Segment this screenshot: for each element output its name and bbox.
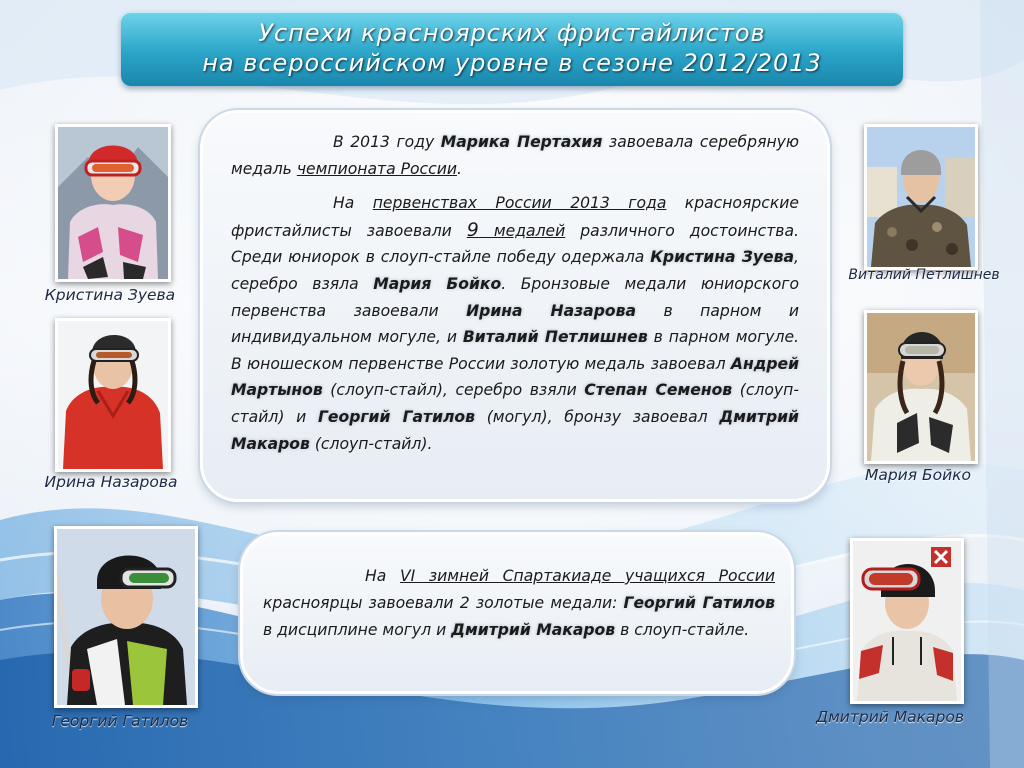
spartakiad-text-body bbox=[263, 563, 775, 644]
text-run: На bbox=[333, 194, 373, 213]
text-run: (слоуп-стайл), серебро взяли bbox=[322, 381, 585, 400]
main-text-body bbox=[231, 129, 799, 457]
caption-nazarova: Ирина Назарова bbox=[44, 473, 178, 491]
athlete-name: Андрей Мартынов bbox=[231, 354, 799, 400]
underlined-phrase: медалей bbox=[478, 221, 566, 240]
paragraph-junior-championships bbox=[231, 190, 799, 457]
caption-makarov: Дмитрий Макаров bbox=[815, 708, 964, 726]
text-run: различного достоинства. Среди юниорок в слоуп-стайле победу одержала bbox=[231, 221, 800, 267]
athlete-name: Виталий Петлишнев bbox=[462, 328, 648, 347]
text-run: в слоуп-стайле. bbox=[615, 621, 750, 639]
underlined-phrase: 9 bbox=[466, 218, 479, 241]
caption-gatilov: Георгий Гатилов bbox=[51, 712, 189, 730]
title-line-2: на всероссийском уровне в сезоне 2012/2013 bbox=[202, 49, 822, 77]
athlete-name: Степан Семенов bbox=[584, 381, 733, 400]
athlete-name: Дмитрий Макаров bbox=[451, 621, 616, 639]
underlined-phrase: VI зимней Спартакиаде учащихся России bbox=[399, 567, 775, 585]
athlete-name: Георгий Гатилов bbox=[623, 594, 775, 612]
main-text-card bbox=[200, 110, 830, 502]
text-run: На bbox=[365, 567, 400, 585]
photo-makarov bbox=[850, 538, 964, 704]
spartakiad-text-card bbox=[240, 532, 794, 694]
text-run: красноярцы завоевали 2 золотые медали: bbox=[263, 594, 624, 612]
athlete-name: Георгий Гатилов bbox=[317, 407, 475, 426]
title-banner bbox=[121, 12, 903, 86]
caption-zueva: Кристина Зуева bbox=[44, 286, 176, 304]
caption-petlishnev: Виталий Петлишнев bbox=[848, 267, 1000, 283]
text-run: в дисциплине могул и bbox=[263, 621, 452, 639]
athlete-name: Ирина Назарова bbox=[466, 301, 636, 320]
photo-gatilov bbox=[54, 526, 198, 708]
text-run: (слоуп-стайл). bbox=[309, 434, 433, 453]
title-line-1: Успехи красноярских фристайлистов bbox=[258, 19, 766, 47]
text-run: В 2013 году bbox=[333, 133, 441, 151]
text-run: красноярские фристайлисты завоевали bbox=[231, 194, 799, 240]
text-run: . bbox=[456, 159, 462, 178]
paragraph-silver-medal bbox=[231, 129, 799, 182]
photo-petlishnev bbox=[864, 124, 978, 270]
text-run: , серебро взяла bbox=[231, 248, 799, 293]
athlete-name: Мария Бойко bbox=[373, 274, 502, 293]
underlined-phrase: первенствах России 2013 года bbox=[372, 194, 667, 213]
underlined-phrase: чемпионата России bbox=[296, 159, 457, 178]
photo-nazarova bbox=[55, 318, 171, 472]
photo-zueva bbox=[55, 124, 171, 282]
caption-boyko: Мария Бойко bbox=[864, 466, 972, 484]
text-run: в парном могуле. В юношеском первенстве России золотую медаль завоевал bbox=[231, 328, 800, 373]
text-run: (слоуп-стайл) и bbox=[231, 381, 799, 426]
athlete-name: Кристина Зуева bbox=[650, 248, 795, 267]
text-run: (могул), бронзу завоевал bbox=[475, 407, 720, 426]
text-run: в парном и индивидуальном могуле, и bbox=[231, 301, 799, 347]
text-run: . Бронзовые медали юниорского первенства завоевали bbox=[231, 274, 799, 320]
athlete-name: Марика Пертахия bbox=[440, 133, 603, 151]
photo-boyko bbox=[864, 310, 978, 464]
athlete-name: Дмитрий Макаров bbox=[231, 407, 799, 453]
text-run: завоевала серебряную медаль bbox=[231, 133, 800, 178]
paragraph-spartakiad bbox=[263, 563, 775, 644]
